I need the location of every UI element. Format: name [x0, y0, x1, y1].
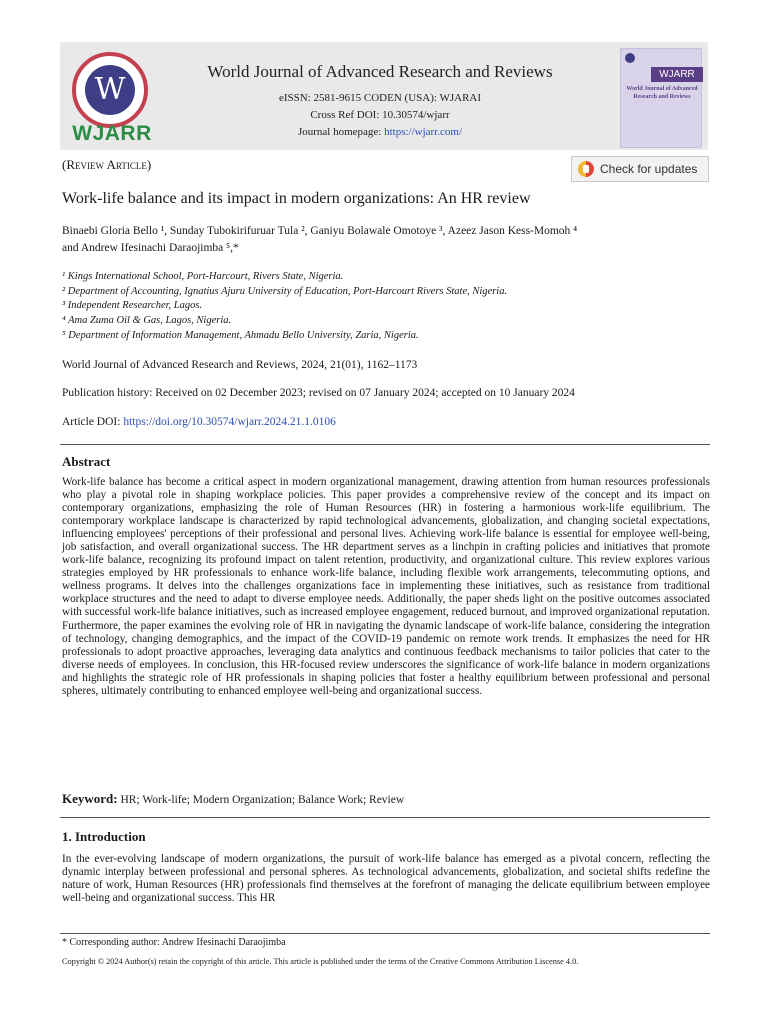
publication-history: Publication history: Received on 02 December 2023; revised on 07 January 2024; accepted on 10 January 2024 — [62, 387, 575, 399]
affiliation-2: ² Department of Accounting, Ignatius Ajuru University of Education, Port-Harcourt Rivers State, Nigeria. — [62, 286, 508, 297]
corresponding-author: * Corresponding author: Andrew Ifesinachi Daraojimba — [62, 937, 286, 948]
citation-line: World Journal of Advanced Research and Reviews, 2024, 21(01), 1162–1173 — [62, 359, 418, 371]
footnote-divider — [60, 933, 710, 934]
keywords-label: Keyword: — [62, 791, 118, 806]
abstract-body: Work-life balance has become a critical aspect in modern organizational management, drawing attention from human resources professionals who play a pivotal role in shaping workplace policies. This paper provides a comprehensive review of the concept and its impact on contemporary organizations, emphasizing the role of Human Resources (HR) in fostering a harmonious work-life equilibrium. The contemporary workplace landscape is characterized by rapid technological advancements, globalization, and changing societal expectations, influencing employees' perceptions of their professional and personal lives. Achieving work-life balance is essential for employee well-being, job satisfaction, and overall organizational success. The HR department serves as a linchpin in crafting policies and initiatives that promote work-life balance, recognizing its profound impact on talent retention, productivity, and organizational culture. This review explores various strategies employed by HR professionals to enhance work-life balance, including flexible work arrangements, telecommuting options, and wellness programs. It delves into the challenges organizations face in implementing these initiatives, such as resistance from traditional workplace structures and the need to adapt to diverse employee needs. Additionally, the paper sheds light on the positive outcomes associated with successful work-life balance initiatives, such as increased employee engagement, reduced burnout, and improved organizational reputation. Furthermore, the paper examines the evolving role of HR in navigating the dynamic landscape of work-life balance, considering the integration of technology, changing demographics, and the impact of the COVID-19 pandemic on remote work trends. It emphasizes the need for HR professionals to adopt proactive approaches, leveraging data analytics and continuous feedback mechanisms to tailor policies that cater to the diverse needs of employees. In conclusion, this HR-focused review underscores the significance of work-life balance in modern organizations and highlights the strategic role of HR professionals in shaping policies that foster a healthy equilibrium between professional and personal spheres, ultimately contributing to enhanced employee well-being and organizational success. — [62, 476, 710, 697]
authors-line-1: Binaebi Gloria Bello ¹, Sunday Tubokirifuruar Tula ², Ganiyu Bolawale Omotoye ³, Azeez Jason Kess-Momoh ⁴ — [62, 225, 578, 237]
logo-brand-text: WJARR — [72, 122, 152, 145]
check-for-updates-button[interactable] — [571, 156, 709, 182]
check-for-updates-label: Check for updates — [600, 162, 698, 176]
article-doi-link[interactable]: https://doi.org/10.30574/wjarr.2024.21.1.0106 — [123, 416, 336, 428]
article-title: Work-life balance and its impact in modern organizations: An HR review — [62, 190, 531, 207]
homepage-label: Journal homepage: — [297, 126, 385, 138]
issn-line: eISSN: 2581-9615 CODEN (USA): WJARAI — [278, 92, 482, 104]
affiliation-5: ⁵ Department of Information Management, Ahmadu Bello University, Zaria, Nigeria. — [62, 330, 419, 341]
introduction-heading: 1. Introduction — [62, 829, 146, 844]
cover-abbrev: WJARR — [651, 67, 703, 82]
crossmark-icon — [578, 161, 594, 177]
article-type: (Review Article) — [62, 157, 152, 172]
affiliation-4: ⁴ Ama Zuma Oil & Gas, Lagos, Nigeria. — [62, 315, 232, 326]
journal-title: World Journal of Advanced Research and Reviews — [207, 62, 553, 81]
homepage-link[interactable]: https://wjarr.com/ — [384, 126, 463, 138]
cover-title: World Journal of Advanced Research and Reviews — [626, 86, 698, 100]
crossref-doi-line: Cross Ref DOI: 10.30574/wjarr — [310, 109, 450, 121]
keywords-values: HR; Work-life; Modern Organization; Balance Work; Review — [120, 794, 405, 806]
introduction-body: In the ever-evolving landscape of modern organizations, the pursuit of work-life balance has emerged as a pivotal concern, reflecting the dynamic interplay between professional and personal spheres. As technological advancements, globalization, and societal shifts redefine the nature of work, Human Resources (HR) professionals find themselves at the forefront of managing the delicate equilibrium between employee well-being and organizational success. This HR — [62, 853, 710, 905]
doi-label: Article DOI: — [62, 416, 124, 428]
affiliation-1: ¹ Kings International School, Port-Harcourt, Rivers State, Nigeria. — [62, 271, 344, 282]
divider-keywords — [60, 817, 710, 818]
logo-ring — [72, 52, 148, 128]
copyright-notice: Copyright © 2024 Author(s) retain the copyright of this article. This article is published under the terms of the Creative Commons Attribution Liscense 4.0. — [62, 957, 579, 966]
divider-top — [60, 444, 710, 445]
journal-cover-thumbnail — [620, 48, 702, 148]
authors-line-2: and Andrew Ifesinachi Daraojimba ⁵,* — [62, 242, 239, 254]
article-doi-line — [62, 416, 336, 428]
journal-homepage-line — [170, 126, 590, 138]
journal-logo — [68, 52, 156, 144]
logo-letter: W — [85, 65, 135, 115]
keywords-line — [62, 791, 404, 807]
affiliation-3: ³ Independent Researcher, Lagos. — [62, 300, 203, 311]
cover-logo-icon — [625, 53, 635, 63]
abstract-heading: Abstract — [62, 454, 111, 469]
